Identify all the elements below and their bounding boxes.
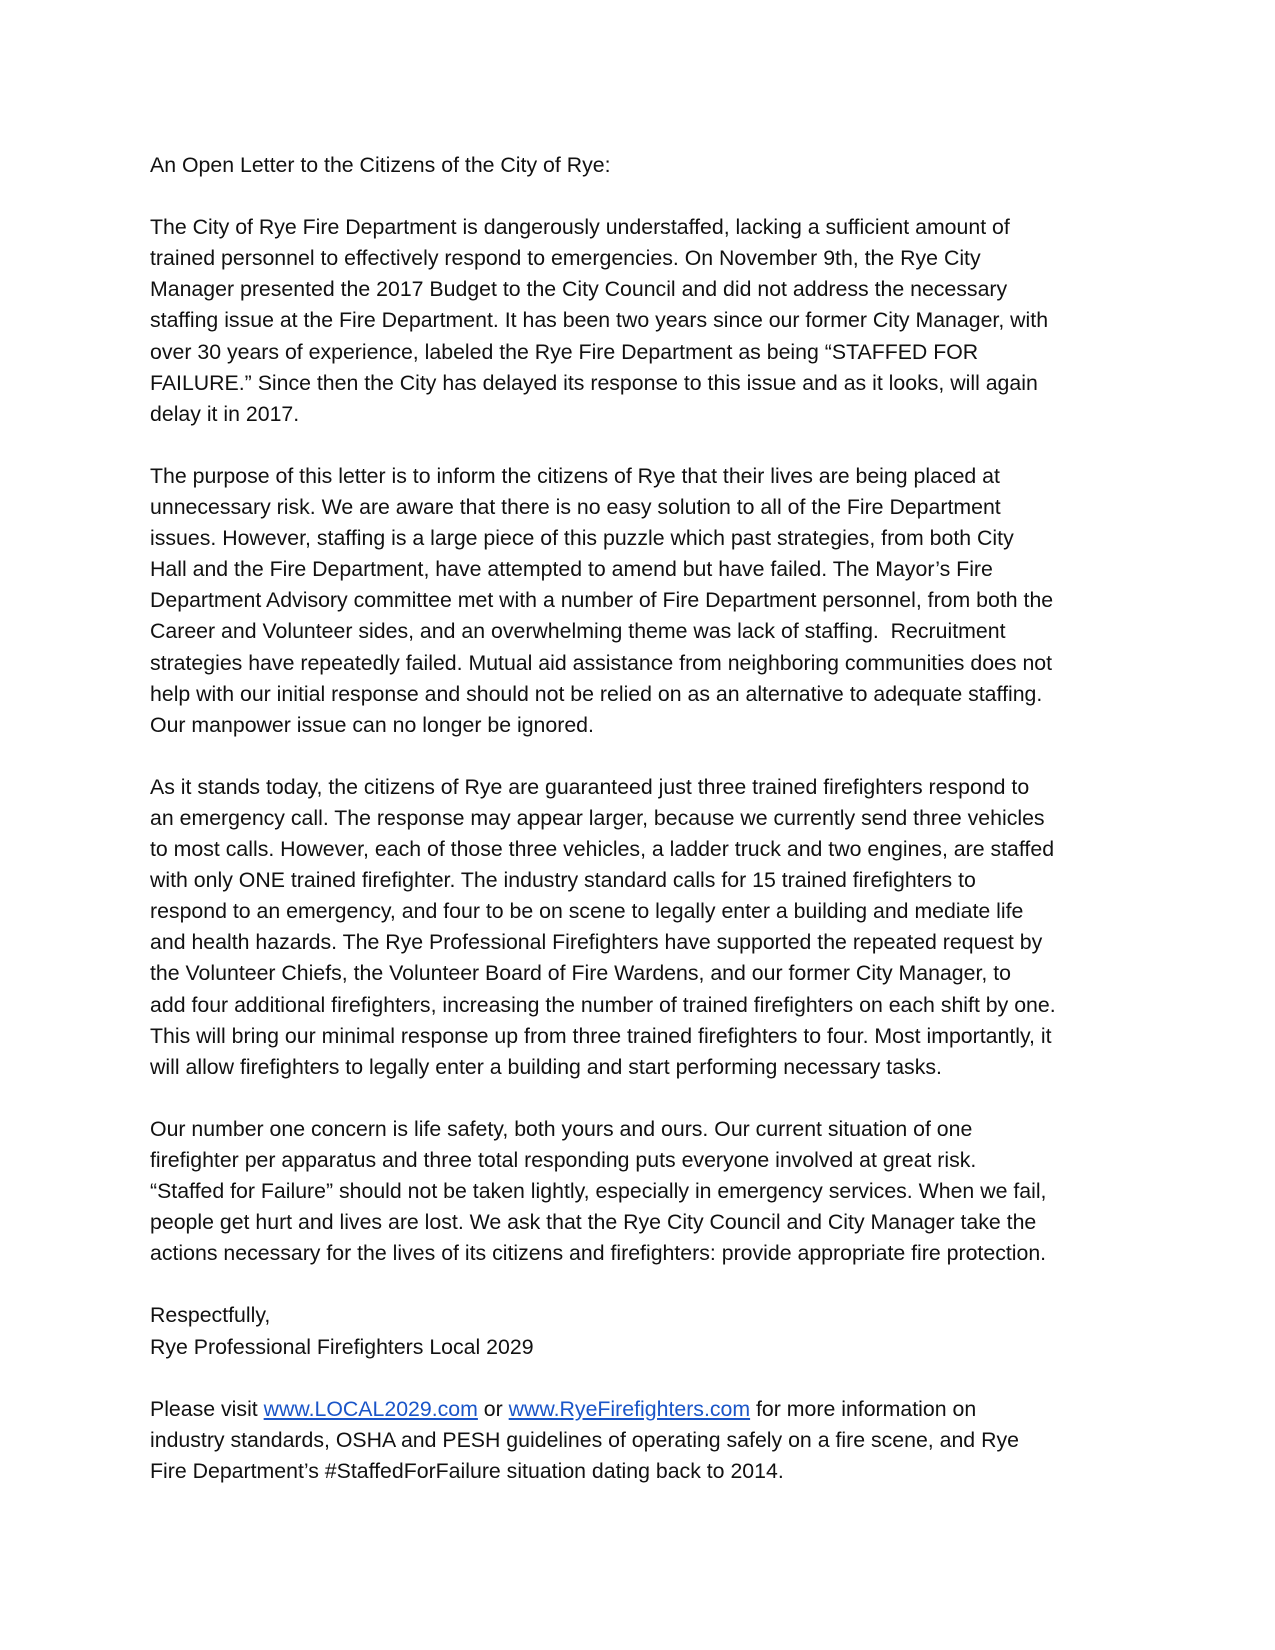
text-line <box>150 399 1150 430</box>
text-segment: Respectfully, <box>150 1303 271 1328</box>
text-segment: for more information on <box>750 1396 977 1421</box>
text-line <box>150 1332 1150 1363</box>
text-line <box>150 461 1150 492</box>
paragraph-purpose <box>150 461 1150 741</box>
text-line <box>150 927 1150 958</box>
text-line <box>150 212 1150 243</box>
text-line <box>150 274 1150 305</box>
text-segment: The City of Rye Fire Department is dangerously understaffed, lacking a sufficient amount of <box>150 215 1010 240</box>
text-segment: issues. However, staffing is a large piece of this puzzle which past strategies, from both City <box>150 526 1014 551</box>
text-line <box>150 1207 1150 1238</box>
text-segment: This will bring our minimal response up from three trained firefighters to four. Most importantly, it <box>150 1023 1052 1048</box>
text-segment: industry standards, OSHA and PESH guidelines of operating safely on a fire scene, and Rye <box>150 1427 1019 1452</box>
text-line <box>150 305 1150 336</box>
text-line <box>150 492 1150 523</box>
text-line <box>150 616 1150 647</box>
text-line <box>150 834 1150 865</box>
text-line <box>150 1052 1150 1083</box>
text-line <box>150 1145 1150 1176</box>
text-segment: staffing issue at the Fire Department. It has been two years since our former City Manager, with <box>150 308 1049 333</box>
text-segment: The purpose of this letter is to inform the citizens of Rye that their lives are being placed at <box>150 463 1000 488</box>
text-segment: over 30 years of experience, labeled the Rye Fire Department as being “STAFFED FOR <box>150 339 979 364</box>
text-segment: with only ONE trained firefighter. The industry standard calls for 15 trained firefighters to <box>150 868 976 893</box>
text-line <box>150 150 1150 181</box>
text-segment: Our number one concern is life safety, both yours and ours. Our current situation of one <box>150 1116 973 1141</box>
text-segment: “Staffed for Failure” should not be taken lightly, especially in emergency services. When we fail, <box>150 1179 1047 1204</box>
text-line <box>150 1394 1150 1425</box>
letter-body <box>150 150 1150 1518</box>
text-line <box>150 803 1150 834</box>
text-segment: the Volunteer Chiefs, the Volunteer Board of Fire Wardens, and our former City Manager, to <box>150 961 1012 986</box>
text-line <box>150 958 1150 989</box>
text-line <box>150 523 1150 554</box>
text-segment: Hall and the Fire Department, have attempted to amend but have failed. The Mayor’s Fire <box>150 557 993 582</box>
salutation <box>150 150 1150 181</box>
text-segment: and health hazards. The Rye Professional Firefighters have supported the repeated request by <box>150 930 1043 955</box>
text-line <box>150 679 1150 710</box>
text-segment: Department Advisory committee met with a number of Fire Department personnel, from both the <box>150 588 1054 613</box>
text-segment: to most calls. However, each of those three vehicles, a ladder truck and two engines, are staffed <box>150 837 1055 862</box>
text-segment: firefighter per apparatus and three total responding puts everyone involved at great risk. <box>150 1148 977 1172</box>
text-line <box>150 1114 1150 1145</box>
text-line <box>150 585 1150 616</box>
paragraph-understaffed <box>150 212 1150 430</box>
text-line <box>150 865 1150 896</box>
text-line <box>150 896 1150 927</box>
text-line <box>150 554 1150 585</box>
text-segment: Fire Department’s #StaffedForFailure situation dating back to 2014. <box>150 1458 784 1483</box>
text-line <box>150 368 1150 399</box>
text-segment: As it stands today, the citizens of Rye are guaranteed just three trained firefighters respond to <box>150 774 1030 799</box>
text-line <box>150 337 1150 368</box>
text-segment: An Open Letter to the Citizens of the City of Rye: <box>150 153 611 177</box>
text-segment: an emergency call. The response may appear larger, because we currently send three vehicles <box>150 805 1045 830</box>
text-line <box>150 1425 1150 1456</box>
text-segment: Rye Professional Firefighters Local 2029 <box>150 1334 534 1359</box>
text-line <box>150 1456 1150 1487</box>
text-segment: will allow firefighters to legally enter a building and start performing necessary tasks. <box>150 1054 942 1079</box>
text-line <box>150 990 1150 1021</box>
text-segment: unnecessary risk. We are aware that there is no easy solution to all of the Fire Department <box>150 495 1001 520</box>
text-line <box>150 1300 1150 1331</box>
text-line <box>150 710 1150 741</box>
text-segment: FAILURE.” Since then the City has delayed its response to this issue and as it looks, will again <box>150 370 1038 395</box>
text-segment: Manager presented the 2017 Budget to the City Council and did not address the necessary <box>150 277 1008 302</box>
text-segment: Please visit <box>150 1396 264 1421</box>
text-line <box>150 772 1150 803</box>
text-line <box>150 1021 1150 1052</box>
text-line <box>150 243 1150 274</box>
text-segment: add four additional firefighters, increasing the number of trained firefighters on each shift by one. <box>150 992 1056 1017</box>
text-segment: Career and Volunteer sides, and an overwhelming theme was lack of staffing. Recruitment <box>150 619 1006 644</box>
website-link[interactable]: www.LOCAL2029.com <box>263 1396 478 1421</box>
text-segment: delay it in 2017. <box>150 401 300 426</box>
paragraph-visit <box>150 1394 1150 1487</box>
text-line <box>150 1176 1150 1207</box>
text-segment: help with our initial response and should not be relied on as an alternative to adequate staffing. <box>150 681 1043 706</box>
paragraph-concern <box>150 1114 1150 1269</box>
signature <box>150 1300 1150 1362</box>
text-segment: trained personnel to effectively respond to emergencies. On November 9th, the Rye City <box>150 246 981 271</box>
text-segment: actions necessary for the lives of its citizens and firefighters: provide appropriate fire protection. <box>150 1241 1047 1266</box>
text-line <box>150 1238 1150 1269</box>
text-segment: strategies have repeatedly failed. Mutual aid assistance from neighboring communities does not <box>150 650 1053 675</box>
website-link[interactable]: www.RyeFirefighters.com <box>508 1396 751 1421</box>
text-line <box>150 648 1150 679</box>
text-segment: Our manpower issue can no longer be ignored. <box>150 712 594 737</box>
text-segment: people get hurt and lives are lost. We ask that the Rye City Council and City Manager take the <box>150 1210 1037 1235</box>
text-segment: respond to an emergency, and four to be on scene to legally enter a building and mediate life <box>150 899 1024 924</box>
paragraph-today <box>150 772 1150 1083</box>
text-segment: or <box>477 1396 509 1421</box>
